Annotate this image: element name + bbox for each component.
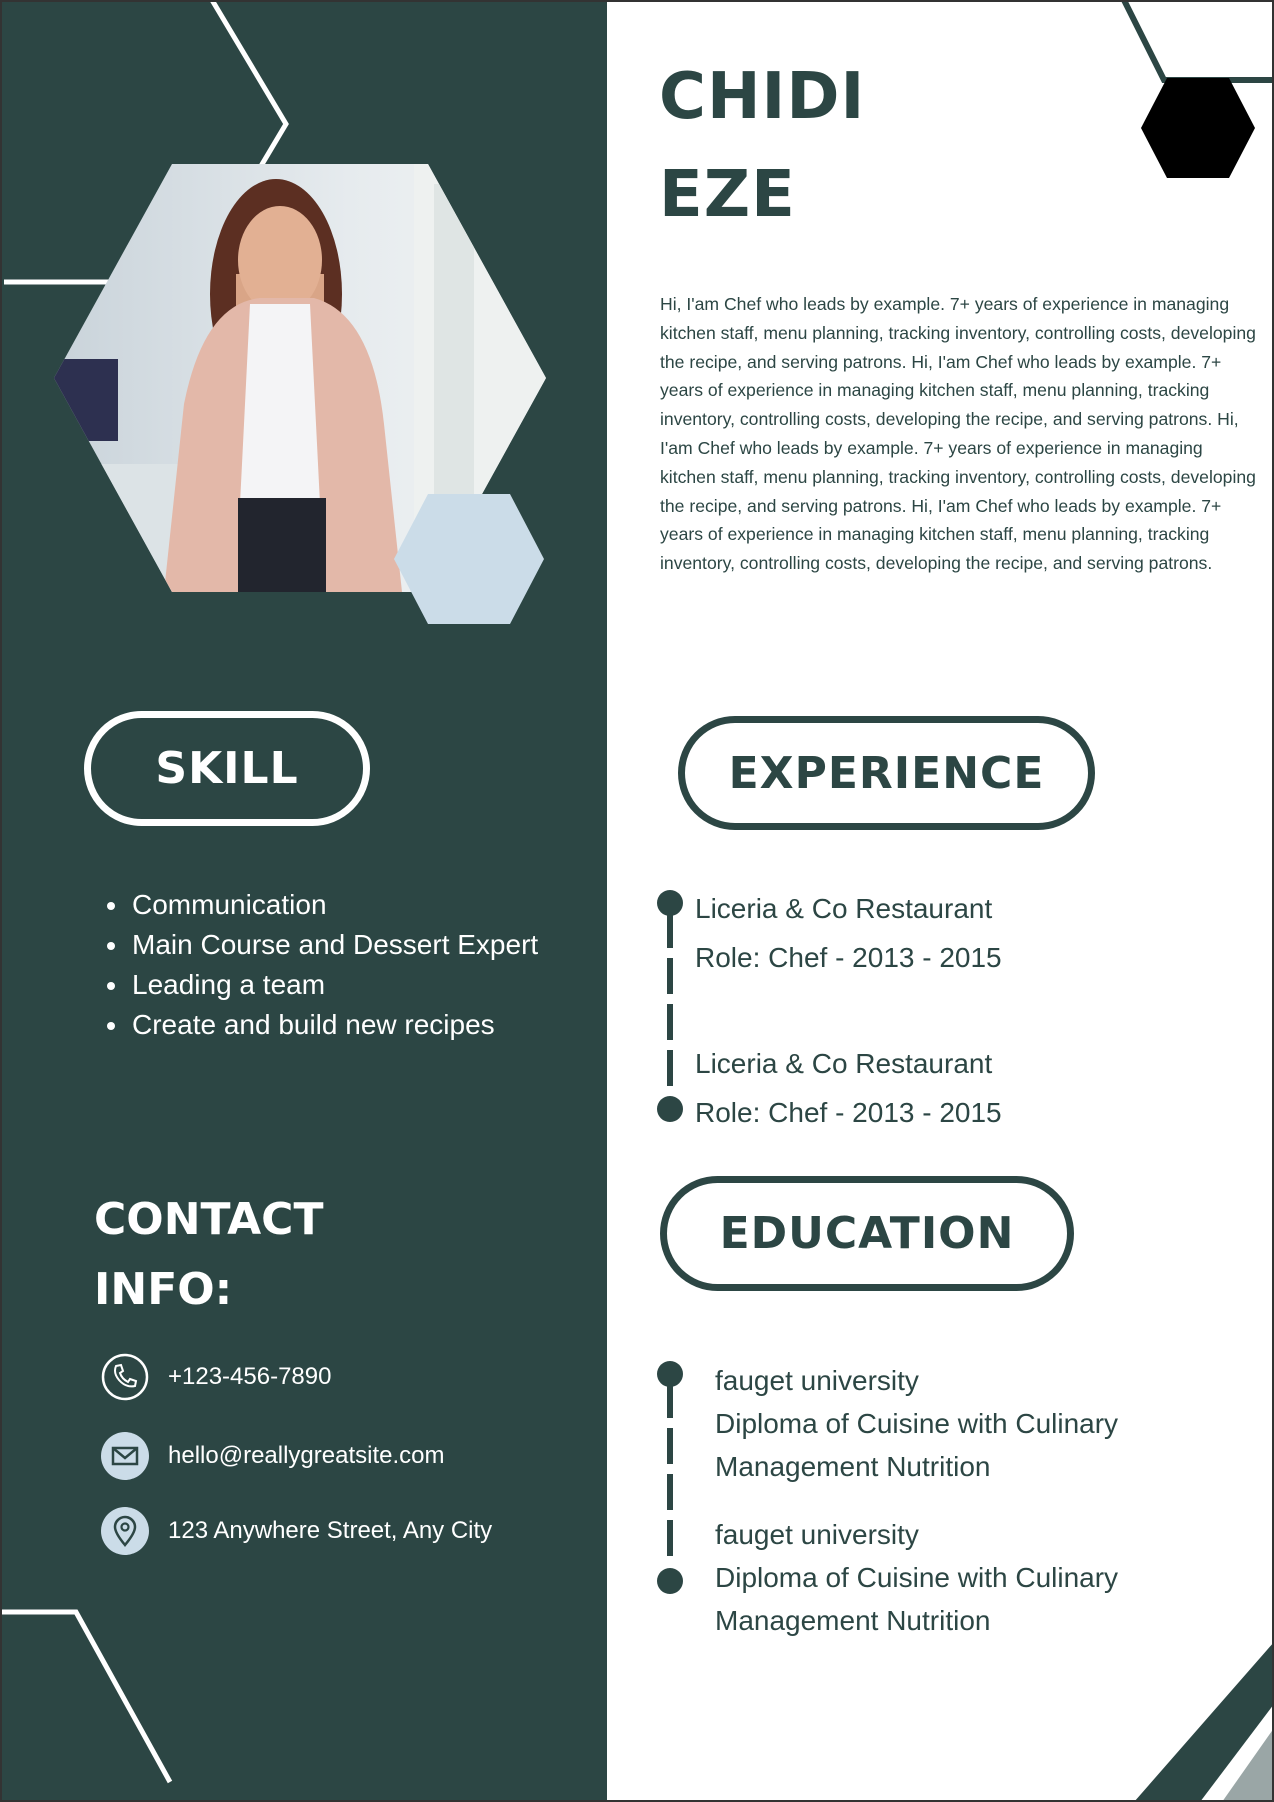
list-item: • Leading a team	[130, 965, 538, 1005]
experience-heading: EXPERIENCE	[678, 716, 1095, 830]
list-item: • Main Course and Dessert Expert	[130, 925, 538, 965]
role-text: Role: Chef - 2013 - 2015	[695, 1097, 1002, 1128]
list-item: • Create and build new recipes	[130, 1005, 538, 1045]
education-heading: EDUCATION	[660, 1176, 1074, 1291]
contact-email	[100, 1431, 444, 1481]
hexagon-light-decoration	[394, 494, 544, 624]
education-item	[715, 1513, 1118, 1642]
first-name: CHIDI	[659, 60, 866, 134]
list-item: • Communication	[130, 885, 538, 925]
address-text: 123 Anywhere Street, Any City	[168, 1517, 493, 1544]
school-name: fauget university	[715, 1365, 919, 1396]
company-name: Liceria & Co Restaurant	[695, 1048, 993, 1079]
contact-phone	[100, 1352, 331, 1402]
education-timeline	[644, 1360, 684, 1600]
phone-text: +123-456-7890	[168, 1363, 332, 1390]
hexagon-outline-bottom-decoration	[0, 1582, 607, 1802]
degree-line: Diploma of Cuisine with Culinary	[715, 1562, 1119, 1593]
company-name: Liceria & Co Restaurant	[695, 893, 993, 924]
hexagon-black-decoration	[1141, 78, 1255, 178]
mail-icon	[100, 1431, 150, 1481]
school-name: fauget university	[715, 1519, 919, 1550]
contact-heading-line2: INFO:	[94, 1264, 233, 1315]
skill-list	[98, 885, 538, 1045]
experience-item	[695, 884, 1002, 982]
corner-stripe-decoration	[1134, 1642, 1274, 1802]
education-item	[715, 1359, 1118, 1488]
about-paragraph: Hi, I'am Chef who leads by example. 7+ years of experience in managing kitchen staff, menu planning, tracking inventory, controlling costs, developing the recipe, and serving patrons. Hi, I'am Chef who leads by example. 7+ years of experience in managing kitchen staff, menu planning, tracking inventory, controlling costs, developing the recipe, and serving patrons. Hi, I'am Chef who leads by example. 7+ years of experience in managing kitchen staff, menu planning, tracking inventory, controlling costs, developing the recipe, and serving patrons. Hi, I'am Chef who leads by example. 7+ years of experience in managing kitchen staff, menu planning, tracking inventory, controlling costs, developing the recipe, and serving patrons.	[660, 294, 1256, 574]
skill-heading: SKILL	[84, 711, 370, 826]
email-text: hello@reallygreatsite.com	[168, 1442, 445, 1469]
experience-item	[695, 1039, 1002, 1137]
main-content	[607, 0, 1274, 1802]
name-heading	[659, 48, 865, 244]
last-name: EZE	[659, 158, 796, 232]
contact-heading	[94, 1185, 394, 1325]
phone-icon	[100, 1352, 150, 1402]
contact-heading-line1: CONTACT	[94, 1194, 324, 1245]
degree-line: Management Nutrition	[715, 1451, 991, 1482]
degree-line: Diploma of Cuisine with Culinary	[715, 1408, 1119, 1439]
contact-address	[100, 1506, 492, 1556]
role-text: Role: Chef - 2013 - 2015	[695, 942, 1002, 973]
experience-timeline	[644, 882, 684, 1122]
left-sidebar	[0, 0, 607, 1802]
location-pin-icon	[100, 1506, 150, 1556]
degree-line: Management Nutrition	[715, 1605, 991, 1636]
